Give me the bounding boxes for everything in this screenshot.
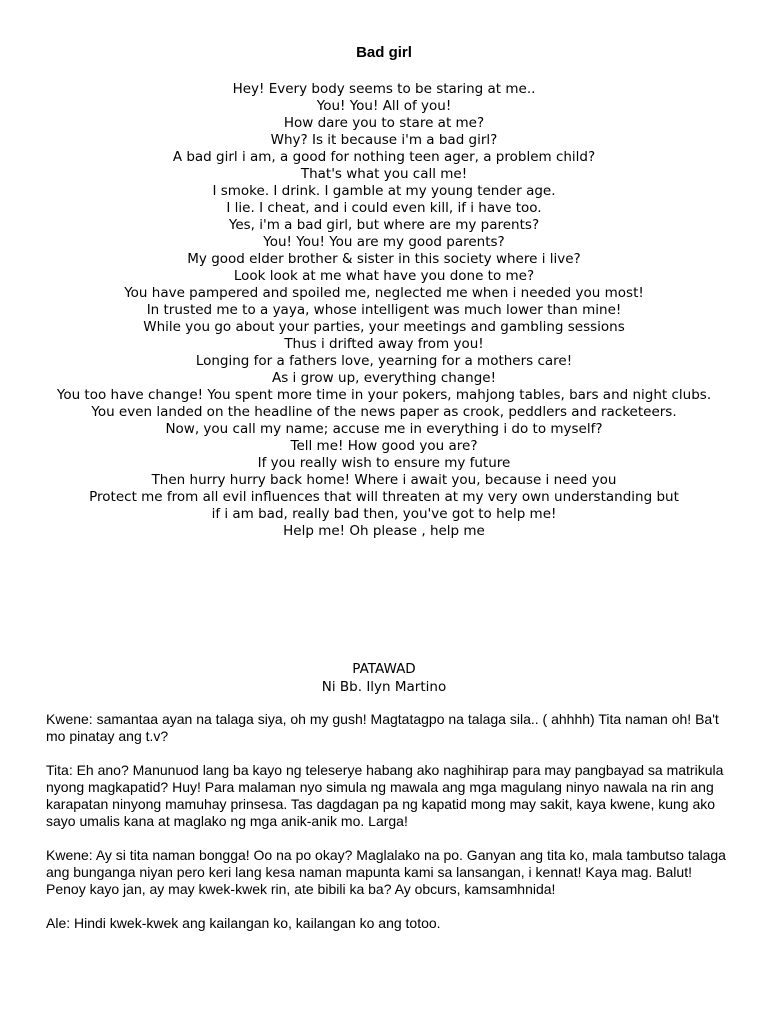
poem-line: if i am bad, really bad then, you've got to help me! <box>211 506 557 522</box>
poem-body <box>40 81 728 540</box>
story-author: Ni Bb. Ilyn Martino <box>321 679 447 695</box>
poem-line: I smoke. I drink. I gamble at my young tender age. <box>212 183 556 199</box>
poem-line: My good elder brother & sister in this society where i live? <box>187 251 581 267</box>
poem-line: Yes, i'm a bad girl, but where are my parents? <box>228 217 540 233</box>
poem-line: Protect me from all evil influences that will threaten at my very own understanding but <box>89 489 679 505</box>
story-paragraph: Kwene: samantaa ayan na talaga siya, oh my gush! Magtatagpo na talaga sila.. ( ahhhh) Tita naman oh! Ba't mo pinatay ang t.v? <box>46 711 719 744</box>
poem-line: Why? Is it because i'm a bad girl? <box>270 132 498 148</box>
poem-line: You have pampered and spoiled me, neglected me when i needed you most! <box>124 285 644 301</box>
poem-line: Tell me! How good you are? <box>290 438 478 454</box>
poem-line: Then hurry hurry back home! Where i await you, because i need you <box>151 472 617 488</box>
poem-line: Look look at me what have you done to me? <box>233 268 535 284</box>
poem-line: Now, you call my name; accuse me in everything i do to myself? <box>165 421 603 437</box>
story-title: PATAWAD <box>352 661 416 677</box>
poem-line: A bad girl i am, a good for nothing teen ager, a problem child? <box>172 149 596 165</box>
poem-line: If you really wish to ensure my future <box>257 455 511 471</box>
poem-title: Bad girl <box>356 44 412 61</box>
poem-line: You even landed on the headline of the news paper as crook, peddlers and racketeers. <box>91 404 677 420</box>
poem-line: How dare you to stare at me? <box>283 115 485 131</box>
poem-line: Longing for a fathers love, yearning for a mothers care! <box>195 353 573 369</box>
story-header <box>0 660 768 696</box>
story-body <box>46 711 730 949</box>
poem-line: I lie. I cheat, and i could even kill, if i have too. <box>226 200 542 216</box>
poem-line: Hey! Every body seems to be staring at me.. <box>232 81 536 97</box>
poem-line: You! You! All of you! <box>316 98 452 114</box>
story-paragraph: Tita: Eh ano? Manunuod lang ba kayo ng teleserye habang ako naghihirap para may pangbayad sa matrikula nyong magkapatid? Huy! Para malaman nyo simula ng mawala ang mga magulang ninyo nawala na rin ang karapatan ninyong mamuhay prinsesa. Tas dagdagan pa ng kapatid mong may sakit, kaya kwene, kung ako sayo umalis kana at maglako ng mga anik-anik mo. Larga! <box>46 762 724 829</box>
poem-line: That's what you call me! <box>300 166 468 182</box>
story-paragraph: Ale: Hindi kwek-kwek ang kailangan ko, kailangan ko ang totoo. <box>46 915 441 931</box>
poem-line: While you go about your parties, your meetings and gambling sessions <box>143 319 625 335</box>
poem-line: Help me! Oh please , help me <box>283 523 485 539</box>
poem-line: You too have change! You spent more time in your pokers, mahjong tables, bars and night clubs. <box>56 387 712 403</box>
poem-line: As i grow up, everything change! <box>272 370 496 386</box>
poem-line: Thus i drifted away from you! <box>284 336 484 352</box>
poem-line: In trusted me to a yaya, whose intelligent was much lower than mine! <box>146 302 622 318</box>
poem-line: You! You! You are my good parents? <box>263 234 505 250</box>
story-paragraph: Kwene: Ay si tita naman bongga! Oo na po okay? Maglalako na po. Ganyan ang tita ko, mala tambutso talaga ang bunganga niyan pero keri lang kesa naman mapunta kami sa lansangan, i kennat! Kaya mag. Balut! Penoy kayo jan, ay may kwek-kwek rin, ate bibili ka ba? Ay obcurs, kamsamhnida! <box>46 847 726 897</box>
